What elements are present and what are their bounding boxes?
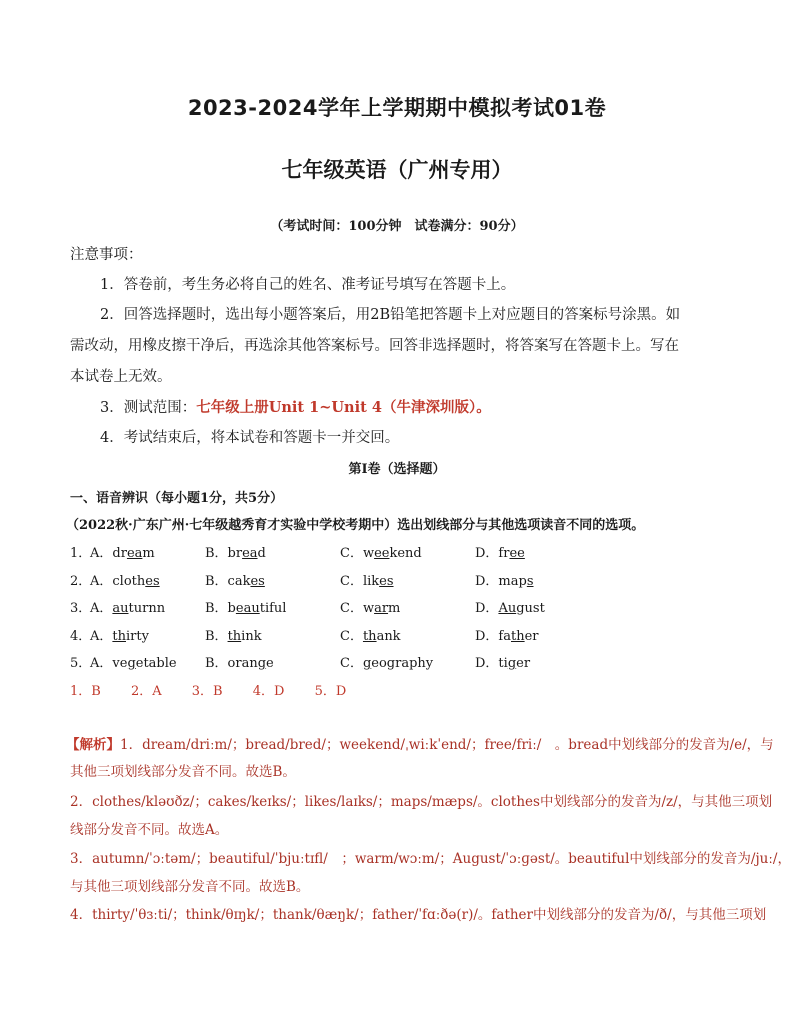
- section-title: 第Ⅰ卷（选择题）: [348, 462, 446, 477]
- explanation-line-1: [66, 733, 774, 753]
- test-range: 七年级上册Unit 1~Unit 4（牛津深圳版）。: [196, 399, 491, 416]
- option-a: A．clothes: [90, 574, 160, 589]
- explanation-text: 1．dream/driːm/；bread/bred/；weekend/ˌwiːkˈend/；free/friː/ 。bread中划线部分的发音为/e/，与: [120, 737, 774, 753]
- option-b: B．orange: [205, 656, 274, 671]
- part-1-heading: 一、语音辨识（每小题1分，共5分）: [70, 491, 284, 506]
- question-number: 1．: [70, 546, 92, 561]
- option-a: A．dream: [90, 546, 155, 561]
- option-c: C．likes: [340, 574, 394, 589]
- question-row: [70, 570, 730, 588]
- question-row: [70, 652, 730, 670]
- option-c: C．weekend: [340, 546, 422, 561]
- explanation-line-5: 3．autumn/ˈɔːtəm/；beautiful/ˈbjuːtɪfl/ ；warm/wɔːm/；August/ˈɔːɡəst/。beautiful中划线部分的发音为/juː/，: [70, 851, 791, 867]
- answer-1: 1．B: [70, 684, 101, 699]
- explanation-label: 【解析】: [66, 737, 120, 753]
- question-number: 3．: [70, 601, 92, 616]
- question-number: 2．: [70, 574, 92, 589]
- explanation-line-3: 2．clothes/kləʊðz/；cakes/keɪks/；likes/laɪks/；maps/mæps/。clothes中划线部分的发音为/z/，与其他三项划: [70, 794, 773, 810]
- note-item-3-prefix: 3．测试范围：: [100, 400, 197, 416]
- exam-info: （考试时间：100分钟 试卷满分：90分）: [270, 219, 524, 234]
- option-d: D．tiger: [475, 656, 531, 671]
- answer-key: [70, 680, 372, 699]
- option-d: D．father: [475, 629, 539, 644]
- option-a: A．vegetable: [90, 656, 177, 671]
- note-item-2-line-2: 需改动，用橡皮擦干净后，再选涂其他答案标号。回答非选择题时，将答案写在答题卡上。写在: [70, 338, 679, 354]
- option-b: B．cakes: [205, 574, 265, 589]
- answer-5: 5．D: [314, 684, 347, 699]
- option-d: D．August: [475, 601, 545, 616]
- option-d: D．free: [475, 546, 525, 561]
- option-d: D．maps: [475, 574, 534, 589]
- option-b: B．beautiful: [205, 601, 287, 616]
- explanation-line-6: 与其他三项划线部分发音不同。故选B。: [70, 879, 310, 895]
- exam-subtitle: 七年级英语（广州专用）: [281, 158, 513, 182]
- question-number: 5．: [70, 656, 92, 671]
- option-a: A．thirty: [90, 629, 149, 644]
- option-c: C．warm: [340, 601, 401, 616]
- explanation-line-7: 4．thirty/ˈθɜːti/；think/θɪŋk/；thank/θæŋk/；father/ˈfɑːðə(r)/。father中划线部分的发音为/ð/，与其他三项划: [70, 907, 767, 923]
- explanation-line-4: 线部分发音不同。故选A。: [70, 822, 229, 838]
- option-a: A．auturnn: [90, 601, 166, 616]
- answer-3: 3．B: [191, 684, 223, 699]
- part-1-instruction: （2022秋·广东广州·七年级越秀育才实验中学校考期中）选出划线部分与其他选项读音不同的选项。: [66, 518, 645, 533]
- note-item-1: 1．答卷前，考生务必将自己的姓名、准考证号填写在答题卡上。: [100, 277, 516, 293]
- exam-title: 2023-2024学年上学期期中模拟考试01卷: [187, 96, 607, 120]
- option-b: B．think: [205, 629, 262, 644]
- note-item-3: [100, 396, 760, 417]
- option-b: B．bread: [205, 546, 266, 561]
- answer-4: 4．D: [252, 684, 285, 699]
- note-item-2-line-1: 2．回答选择题时，选出每小题答案后，用2B铅笔把答题卡上对应题目的答案标号涂黑。如: [100, 307, 681, 323]
- question-row: [70, 597, 730, 615]
- answer-2: 2．A: [130, 684, 162, 699]
- explanation-line-2: 其他三项划线部分发音不同。故选B。: [70, 764, 296, 780]
- question-row: [70, 542, 730, 560]
- note-item-2-line-3: 本试卷上无效。: [70, 369, 172, 385]
- option-c: C．thank: [340, 629, 401, 644]
- notes-heading: 注意事项：: [70, 247, 143, 263]
- question-row: [70, 625, 730, 643]
- option-c: C．geography: [340, 656, 434, 671]
- note-item-4: 4．考试结束后，将本试卷和答题卡一并交回。: [100, 430, 400, 446]
- question-number: 4．: [70, 629, 92, 644]
